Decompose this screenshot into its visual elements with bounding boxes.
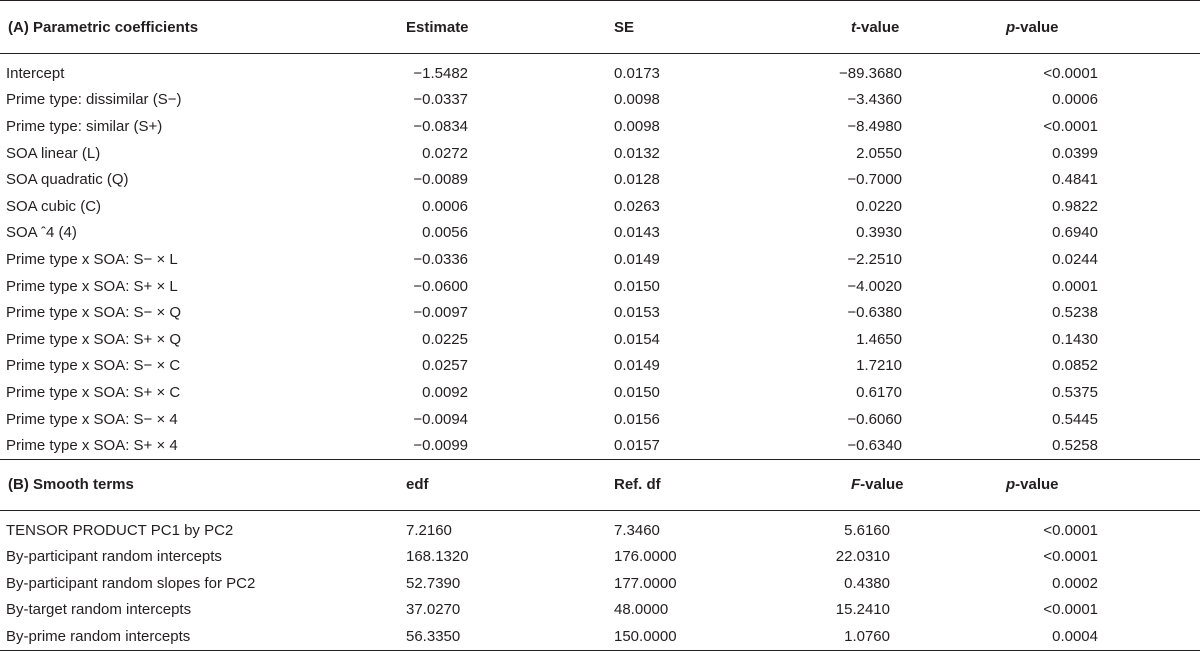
se-cell <box>567 220 761 247</box>
p-value-cell-text: 0.5238 <box>1052 304 1098 322</box>
row-label: SOA ˆ4 (4) <box>6 224 77 242</box>
p-value-cell-text: 0.5445 <box>1052 410 1098 428</box>
se-cell-text: 0.0156 <box>614 410 660 428</box>
p-value-cell <box>956 623 1200 650</box>
estimate-cell <box>360 54 567 87</box>
p-value-cell <box>956 193 1200 220</box>
section-b-header-row <box>0 459 1200 510</box>
t-value-cell <box>761 273 956 300</box>
ref-df-cell <box>567 510 761 543</box>
f-value-cell <box>761 510 956 543</box>
edf-cell-text: 56.3350 <box>406 628 461 646</box>
se-cell <box>567 54 761 87</box>
se-cell-text: 0.0173 <box>614 64 660 82</box>
se-cell-text: 0.0149 <box>614 250 660 268</box>
edf-cell <box>360 544 567 571</box>
t-value-cell <box>761 246 956 273</box>
t-value-header: t-value <box>761 1 956 54</box>
t-value-cell-text: −8.4980 <box>847 117 902 135</box>
se-cell <box>567 432 761 459</box>
p-value-cell-text: <0.0001 <box>1043 64 1098 82</box>
row-label: Prime type: similar (S+) <box>6 117 163 135</box>
row-label: Prime type x SOA: S+ × C <box>6 383 181 401</box>
row-label: Prime type x SOA: S+ × L <box>6 277 178 295</box>
se-cell <box>567 246 761 273</box>
f-value-cell-text: 22.0310 <box>835 548 890 566</box>
f-value-cell-text: 1.0760 <box>844 628 890 646</box>
table-row <box>0 273 1200 300</box>
f-value-cell-text: 0.4380 <box>844 574 890 592</box>
section-a-body <box>0 1 1200 460</box>
p-value-cell-text: 0.0002 <box>1052 574 1098 592</box>
p-value-cell-text: 0.0852 <box>1052 357 1098 375</box>
t-value-cell <box>761 113 956 140</box>
table-row <box>0 623 1200 650</box>
t-value-cell-text: −3.4360 <box>847 91 902 109</box>
p-value-cell-text: 0.6940 <box>1052 224 1098 242</box>
estimate-cell <box>360 432 567 459</box>
estimate-cell-text: −0.0600 <box>413 277 468 295</box>
t-value-cell-text: 0.6170 <box>856 383 902 401</box>
p-value-cell <box>956 570 1200 597</box>
estimate-cell-text: −0.0336 <box>413 250 468 268</box>
p-value-cell <box>956 166 1200 193</box>
table-row <box>0 406 1200 433</box>
table-row <box>0 299 1200 326</box>
edf-cell-text: 52.7390 <box>406 574 461 592</box>
estimate-cell-text: −0.0337 <box>413 91 468 109</box>
t-value-cell-text: −89.3680 <box>839 64 902 82</box>
ref-df-cell-text: 48.0000 <box>614 601 669 619</box>
p-value-cell <box>956 140 1200 167</box>
se-cell-text: 0.0128 <box>614 171 660 189</box>
t-value-cell <box>761 299 956 326</box>
se-cell <box>567 353 761 380</box>
estimate-cell <box>360 220 567 247</box>
estimate-cell <box>360 326 567 353</box>
t-value-cell-text: −0.6340 <box>847 437 902 455</box>
se-cell-text: 0.0157 <box>614 437 660 455</box>
table-row <box>0 544 1200 571</box>
estimate-cell <box>360 353 567 380</box>
edf-cell <box>360 623 567 650</box>
se-cell <box>567 299 761 326</box>
table-row <box>0 140 1200 167</box>
estimate-cell-text: −0.0097 <box>413 304 468 322</box>
edf-cell <box>360 597 567 624</box>
p-value-cell-text: 0.1430 <box>1052 330 1098 348</box>
estimate-cell-text: 0.0056 <box>422 224 468 242</box>
p-value-cell <box>956 273 1200 300</box>
ref-df-cell <box>567 623 761 650</box>
se-cell-text: 0.0149 <box>614 357 660 375</box>
section-a-header-row <box>0 1 1200 54</box>
estimate-cell <box>360 379 567 406</box>
p-value-cell <box>956 379 1200 406</box>
p-value-cell-text: 0.9822 <box>1052 197 1098 215</box>
se-cell-text: 0.0098 <box>614 91 660 109</box>
table-row <box>0 353 1200 380</box>
row-label: By-participant random intercepts <box>6 548 222 566</box>
p-value-cell-text: 0.0004 <box>1052 628 1098 646</box>
p-value-cell <box>956 597 1200 624</box>
estimate-cell <box>360 87 567 114</box>
se-cell <box>567 193 761 220</box>
t-value-cell-text: −0.6380 <box>847 304 902 322</box>
row-label: Prime type x SOA: S− × L <box>6 250 178 268</box>
t-value-cell <box>761 220 956 247</box>
f-value-header: F-value <box>761 459 956 510</box>
edf-cell-text: 168.1320 <box>406 548 469 566</box>
p-value-header-b: p-value <box>956 459 1200 510</box>
p-value-cell-text: 0.5375 <box>1052 383 1098 401</box>
ref-df-cell <box>567 597 761 624</box>
se-cell <box>567 87 761 114</box>
se-cell <box>567 166 761 193</box>
p-value-cell-text: 0.5258 <box>1052 437 1098 455</box>
estimate-cell <box>360 140 567 167</box>
table-row <box>0 113 1200 140</box>
p-value-cell <box>956 432 1200 459</box>
p-value-cell <box>956 510 1200 543</box>
table-row <box>0 166 1200 193</box>
se-cell-text: 0.0154 <box>614 330 660 348</box>
t-value-cell-text: 0.0220 <box>856 197 902 215</box>
f-value-cell <box>761 570 956 597</box>
ref-df-cell <box>567 570 761 597</box>
row-label: TENSOR PRODUCT PC1 by PC2 <box>6 521 234 539</box>
p-value-cell <box>956 544 1200 571</box>
edf-cell <box>360 510 567 543</box>
estimate-cell <box>360 246 567 273</box>
row-label: SOA quadratic (Q) <box>6 171 129 189</box>
row-label: Prime type x SOA: S− × C <box>6 357 181 375</box>
t-value-cell <box>761 326 956 353</box>
t-value-cell <box>761 140 956 167</box>
row-label: Prime type x SOA: S+ × Q <box>6 330 182 348</box>
se-cell-text: 0.0098 <box>614 117 660 135</box>
section-b-title: (B) Smooth terms <box>0 459 360 510</box>
section-b-body <box>0 459 1200 650</box>
t-value-cell <box>761 406 956 433</box>
edf-cell-text: 7.2160 <box>406 521 452 539</box>
table-row <box>0 597 1200 624</box>
estimate-cell-text: −0.0099 <box>413 437 468 455</box>
se-cell-text: 0.0150 <box>614 277 660 295</box>
table-row <box>0 87 1200 114</box>
p-value-cell-text: <0.0001 <box>1043 601 1098 619</box>
edf-header: edf <box>360 459 567 510</box>
estimate-cell <box>360 166 567 193</box>
se-cell-text: 0.0143 <box>614 224 660 242</box>
row-label: Prime type x SOA: S− × Q <box>6 304 182 322</box>
estimate-cell-text: −0.0089 <box>413 171 468 189</box>
p-value-cell <box>956 299 1200 326</box>
p-value-cell <box>956 87 1200 114</box>
section-a-title: (A) Parametric coefficients <box>0 1 360 54</box>
t-value-cell-text: −2.2510 <box>847 250 902 268</box>
se-cell <box>567 406 761 433</box>
row-label: SOA cubic (C) <box>6 197 102 215</box>
p-value-cell <box>956 220 1200 247</box>
row-label: By-participant random slopes for PC2 <box>6 574 256 592</box>
p-value-cell <box>956 326 1200 353</box>
f-value-cell <box>761 597 956 624</box>
f-value-cell-text: 15.2410 <box>835 601 890 619</box>
row-label: By-target random intercepts <box>6 601 192 619</box>
estimate-cell-text: −0.0094 <box>413 410 468 428</box>
estimate-cell <box>360 113 567 140</box>
t-value-cell-text: 1.7210 <box>856 357 902 375</box>
se-cell <box>567 273 761 300</box>
ref-df-header: Ref. df <box>567 459 761 510</box>
estimate-cell-text: 0.0272 <box>422 144 468 162</box>
p-value-cell <box>956 54 1200 87</box>
ref-df-cell-text: 176.0000 <box>614 548 677 566</box>
edf-cell <box>360 570 567 597</box>
t-value-cell <box>761 353 956 380</box>
estimate-cell-text: 0.0092 <box>422 383 468 401</box>
table-row <box>0 432 1200 459</box>
ref-df-cell <box>567 544 761 571</box>
p-value-cell-text: 0.0244 <box>1052 250 1098 268</box>
f-value-cell <box>761 544 956 571</box>
se-cell-text: 0.0263 <box>614 197 660 215</box>
estimate-cell <box>360 193 567 220</box>
estimate-cell <box>360 299 567 326</box>
estimate-cell <box>360 273 567 300</box>
t-value-cell <box>761 193 956 220</box>
se-cell <box>567 379 761 406</box>
t-value-cell <box>761 54 956 87</box>
p-value-cell <box>956 246 1200 273</box>
t-value-cell-text: −0.6060 <box>847 410 902 428</box>
estimate-cell-text: 0.0006 <box>422 197 468 215</box>
row-label: SOA linear (L) <box>6 144 101 162</box>
p-value-header: p-value <box>956 1 1200 54</box>
t-value-cell-text: 1.4650 <box>856 330 902 348</box>
se-cell <box>567 140 761 167</box>
p-value-cell <box>956 406 1200 433</box>
p-value-cell-text: 0.0006 <box>1052 91 1098 109</box>
t-value-cell <box>761 379 956 406</box>
row-label: Intercept <box>6 64 65 82</box>
estimate-header: Estimate <box>360 1 567 54</box>
row-label: By-prime random intercepts <box>0 623 360 650</box>
se-cell-text: 0.0153 <box>614 304 660 322</box>
se-cell <box>567 326 761 353</box>
t-value-cell-text: −0.7000 <box>847 171 902 189</box>
t-value-cell-text: −4.0020 <box>847 277 902 295</box>
p-value-cell <box>956 353 1200 380</box>
p-value-cell-text: 0.0399 <box>1052 144 1098 162</box>
ref-df-cell-text: 150.0000 <box>614 628 677 646</box>
table-row <box>0 220 1200 247</box>
ref-df-cell-text: 7.3460 <box>614 521 660 539</box>
p-value-cell-text: <0.0001 <box>1043 117 1098 135</box>
estimate-cell-text: 0.0257 <box>422 357 468 375</box>
t-value-cell-text: 2.0550 <box>856 144 902 162</box>
estimate-cell-text: −1.5482 <box>413 64 468 82</box>
t-value-cell <box>761 432 956 459</box>
table-row <box>0 510 1200 543</box>
table-row <box>0 246 1200 273</box>
t-value-cell <box>761 87 956 114</box>
p-value-cell-text: <0.0001 <box>1043 521 1098 539</box>
p-value-cell <box>956 113 1200 140</box>
se-cell-text: 0.0132 <box>614 144 660 162</box>
estimate-cell-text: 0.0225 <box>422 330 468 348</box>
f-value-cell <box>761 623 956 650</box>
row-label: Prime type x SOA: S− × 4 <box>6 410 178 428</box>
table-row <box>0 54 1200 87</box>
table-row <box>0 326 1200 353</box>
p-value-cell-text: 0.4841 <box>1052 171 1098 189</box>
row-label: Prime type x SOA: S+ × 4 <box>0 432 360 459</box>
t-value-cell-text: 0.3930 <box>856 224 902 242</box>
table-row <box>0 570 1200 597</box>
f-value-cell-text: 5.6160 <box>844 521 890 539</box>
p-value-cell-text: <0.0001 <box>1043 548 1098 566</box>
se-header: SE <box>567 1 761 54</box>
t-value-cell <box>761 166 956 193</box>
ref-df-cell-text: 177.0000 <box>614 574 677 592</box>
table-row <box>0 379 1200 406</box>
se-cell <box>567 113 761 140</box>
table-row <box>0 193 1200 220</box>
row-label: Prime type: dissimilar (S−) <box>6 91 182 109</box>
p-value-cell-text: 0.0001 <box>1052 277 1098 295</box>
estimate-cell <box>360 406 567 433</box>
estimate-cell-text: −0.0834 <box>413 117 468 135</box>
edf-cell-text: 37.0270 <box>406 601 461 619</box>
se-cell-text: 0.0150 <box>614 383 660 401</box>
